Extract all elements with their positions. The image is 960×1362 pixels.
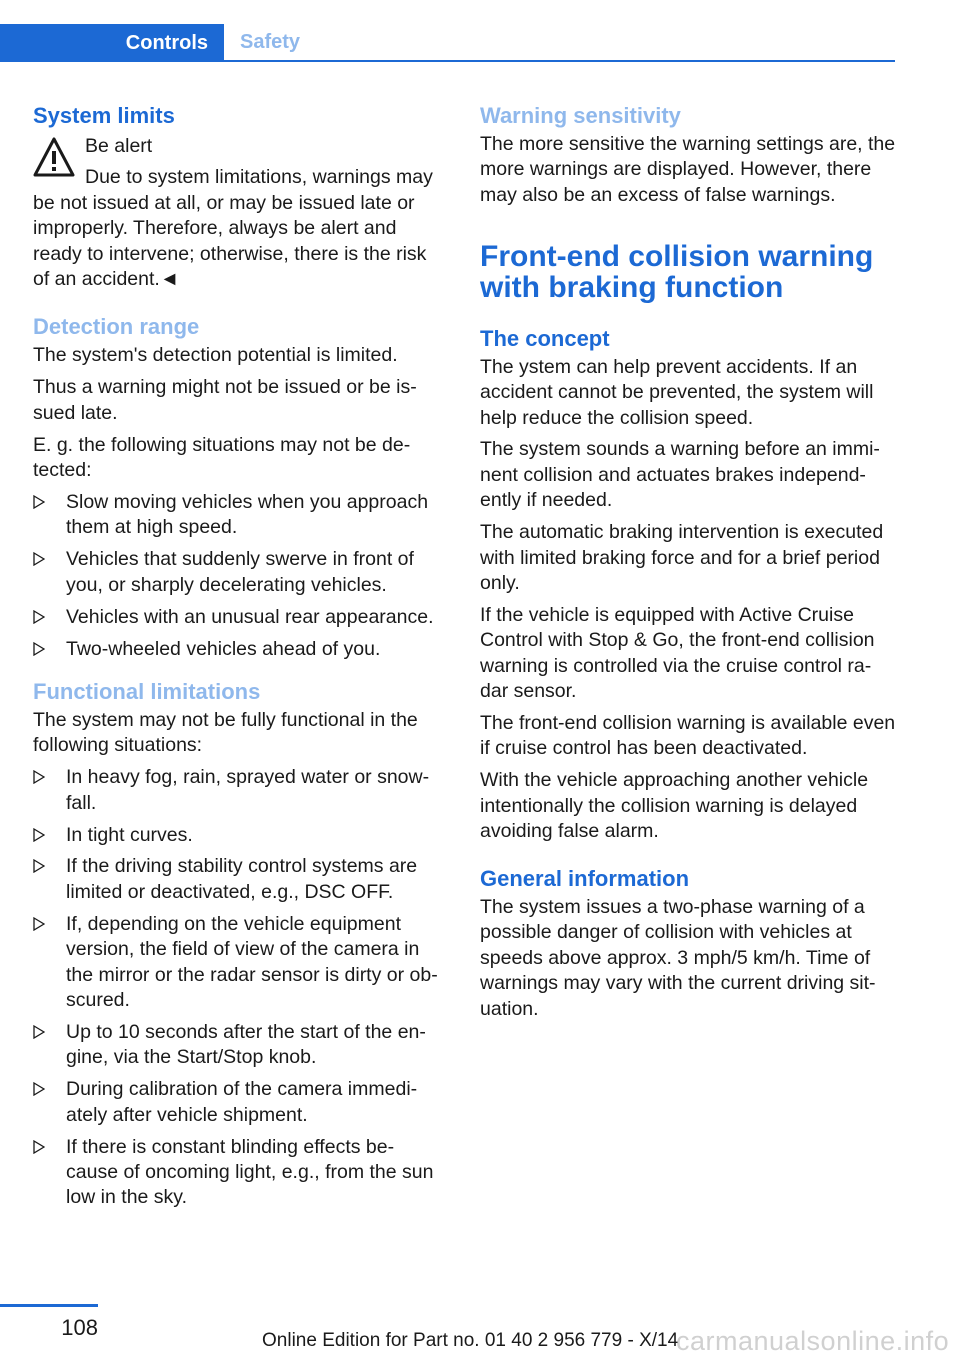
list-item: Up to 10 seconds after the start of the en-gine, via the Start/Stop knob. bbox=[33, 1020, 445, 1071]
concept-paragraph: The front-end collision warning is available even if cruise control has been deactivated. bbox=[480, 712, 896, 760]
footer-rule bbox=[0, 1304, 98, 1307]
general-paragraph: The system issues a two-phase warning of a possible danger of collision with vehicles at speeds above approx. 3 mph/5 km/h. Time of warnings may vary with the current driving sit-uation. bbox=[480, 896, 876, 1020]
concept-paragraph: With the vehicle approaching another vehicle intentionally the collision warning is delayed avoiding false alarm. bbox=[480, 769, 869, 843]
list-item: If there is constant blinding effects be-cause of oncoming light, e.g., from the sun low in the sky. bbox=[33, 1135, 445, 1211]
list-item: Slow moving vehicles when you approach them at high speed. bbox=[33, 490, 445, 541]
heading-warning-sensitivity: Warning sensitivity bbox=[480, 103, 681, 128]
warning-triangle-icon bbox=[33, 136, 75, 178]
header-rule bbox=[0, 60, 895, 62]
detection-paragraph: The system's detection potential is limited. bbox=[33, 344, 398, 367]
heading-front-end-collision-warning: Front-end collision warning with braking function bbox=[480, 239, 874, 304]
concept-paragraph: The ystem can help prevent accidents. If an accident cannot be prevented, the system will help reduce the collision speed. bbox=[480, 355, 874, 429]
page-header bbox=[0, 24, 895, 62]
bullet-triangle-icon bbox=[33, 552, 45, 566]
list-item: If, depending on the vehicle equipment version, the field of view of the camera in the mirror or the radar sensor is dirty or ob-scured. bbox=[33, 912, 445, 1014]
bullet-triangle-icon bbox=[33, 770, 45, 784]
edition-text: Online Edition for Part no. 01 40 2 956 779 - X/14 bbox=[262, 1330, 679, 1351]
concept-paragraph: The automatic braking intervention is executed with limited braking force and for a brief period only. bbox=[480, 521, 884, 594]
heading-general-information: General information bbox=[480, 866, 690, 892]
warning-block bbox=[33, 134, 445, 292]
list-item: In heavy fog, rain, sprayed water or snow-fall. bbox=[33, 765, 445, 816]
sensitivity-paragraph: The more sensitive the warning settings are, the more warnings are displayed. However, there may also be an excess of false warnings. bbox=[480, 133, 896, 206]
list-item: In tight curves. bbox=[33, 823, 445, 848]
tab-controls[interactable]: Controls bbox=[0, 24, 224, 62]
tab-safety[interactable]: Safety bbox=[240, 31, 301, 53]
list-item: Two-wheeled vehicles ahead of you. bbox=[33, 637, 445, 662]
list-item: During calibration of the camera immedi-ately after vehicle shipment. bbox=[33, 1077, 445, 1128]
functional-list bbox=[33, 765, 445, 1211]
concept-paragraph: The system sounds a warning before an immi-nent collision and actuates brakes independ-ently if needed. bbox=[480, 438, 880, 512]
bullet-triangle-icon bbox=[33, 610, 45, 624]
bullet-triangle-icon bbox=[33, 495, 45, 509]
heading-the-concept: The concept bbox=[480, 325, 610, 351]
heading-system-limits: System limits bbox=[33, 103, 175, 128]
list-item: Vehicles with an unusual rear appearance. bbox=[33, 605, 445, 630]
detection-paragraph: E. g. the following situations may not be de-tected: bbox=[33, 433, 411, 482]
warning-title: Be alert bbox=[85, 135, 153, 157]
bullet-triangle-icon bbox=[33, 1025, 45, 1039]
list-item: Vehicles that suddenly swerve in front of you, or sharply decelerating vehicles. bbox=[33, 547, 445, 598]
concept-paragraph: If the vehicle is equipped with Active Cruise Control with Stop & Go, the front-end collision warning is controlled via the cruise control ra-dar sensor. bbox=[480, 603, 875, 703]
functional-paragraph: The system may not be fully functional in the following situations: bbox=[33, 708, 418, 757]
bullet-triangle-icon bbox=[33, 917, 45, 931]
right-column bbox=[480, 100, 898, 1029]
heading-detection-range: Detection range bbox=[33, 314, 200, 340]
watermark: carmanualsonline.info bbox=[676, 1326, 950, 1356]
list-item: If the driving stability control systems are limited or deactivated, e.g., DSC OFF. bbox=[33, 854, 445, 905]
bullet-triangle-icon bbox=[33, 859, 45, 873]
bullet-triangle-icon bbox=[33, 1082, 45, 1096]
bullet-triangle-icon bbox=[33, 1140, 45, 1154]
warning-text: Due to system limitations, warnings may be not issued at all, or may be issued late or improperly. Therefore, always be alert and ready to intervene; otherwise, there is the risk of an accident.◄ bbox=[33, 166, 433, 291]
detection-paragraph: Thus a warning might not be issued or be is-sued late. bbox=[33, 376, 417, 424]
detection-list bbox=[33, 490, 445, 662]
bullet-triangle-icon bbox=[33, 828, 45, 842]
page-number: 108 bbox=[61, 1315, 98, 1340]
heading-functional-limitations: Functional limitations bbox=[33, 678, 261, 704]
left-column bbox=[33, 100, 445, 1225]
bullet-triangle-icon bbox=[33, 642, 45, 656]
